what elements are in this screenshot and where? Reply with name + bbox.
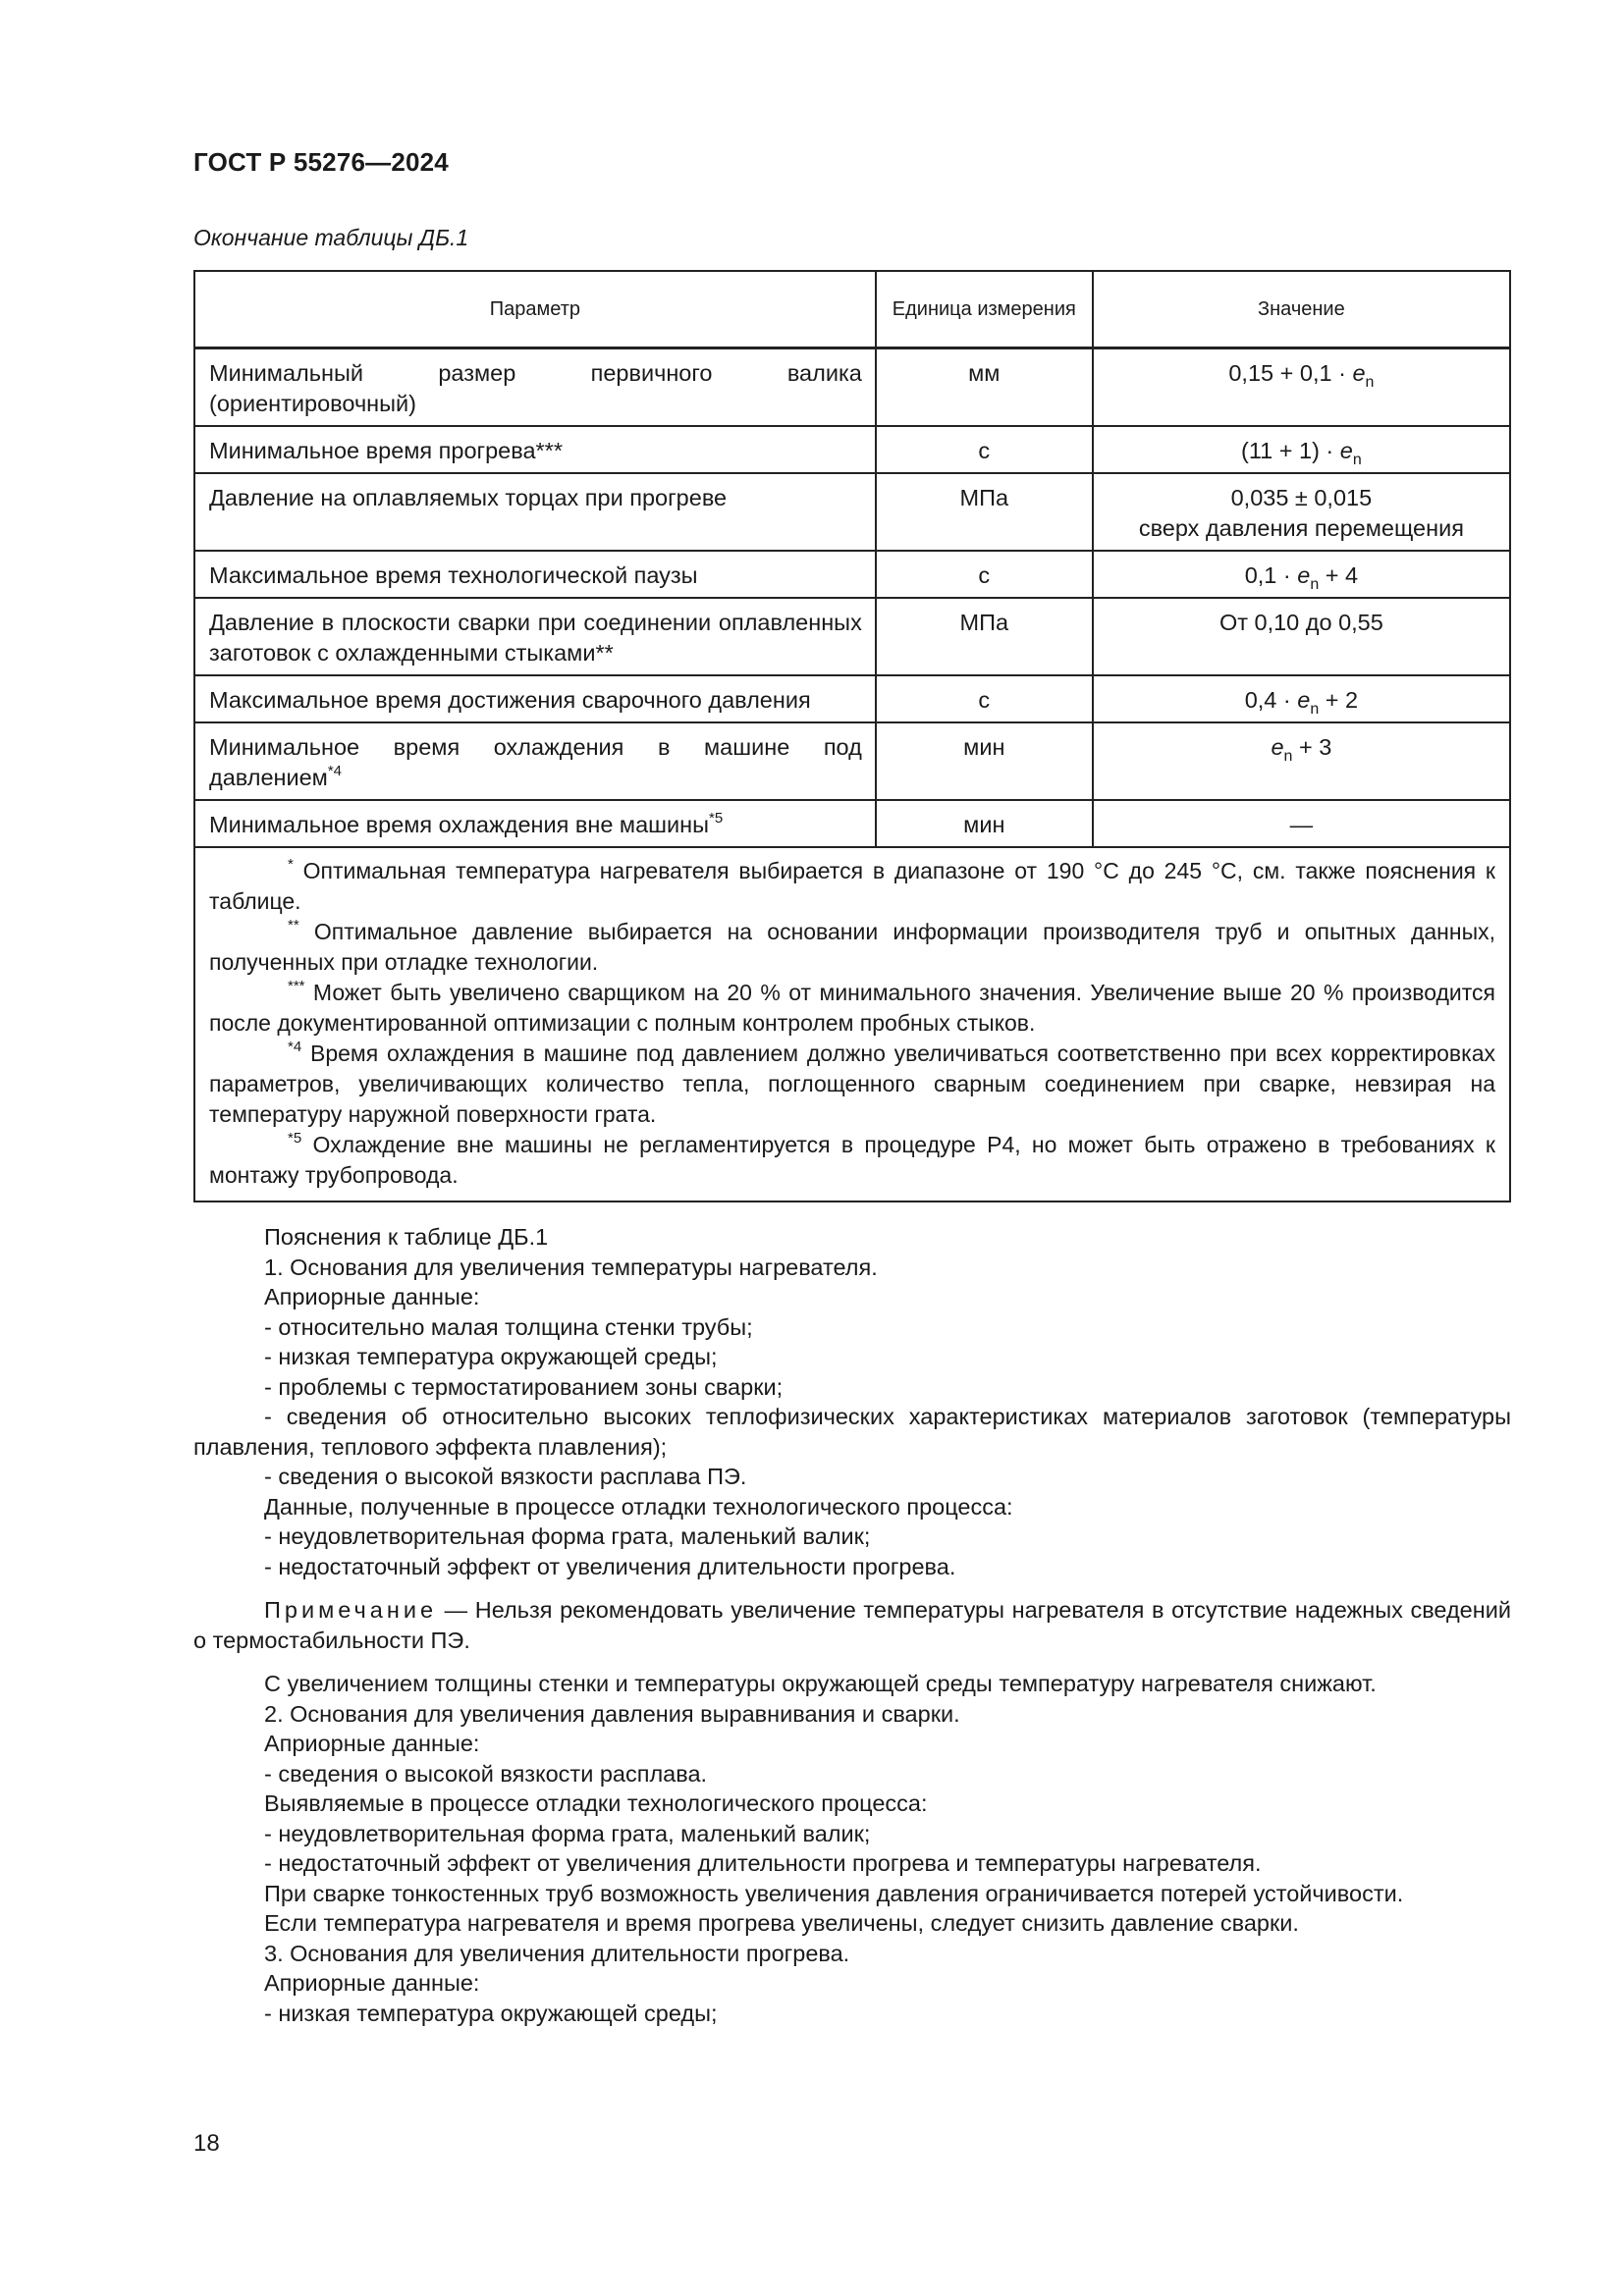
row-value: $0,4 \cdot e_n + 2$	[1093, 675, 1510, 722]
table-row	[194, 348, 1510, 427]
table-row	[194, 551, 1510, 598]
header-unit: Единица измерения	[876, 271, 1093, 348]
table-caption: Окончание таблицы ДБ.1	[193, 225, 469, 250]
row-unit: мм	[876, 348, 1093, 427]
table-footnotes-row	[194, 847, 1510, 1201]
table-header-row	[194, 271, 1510, 348]
list-item: - сведения о высокой вязкости расплава ПЭ.	[264, 1464, 747, 1489]
row-param: Минимальное время охлаждения вне машины$^{*5}$	[194, 800, 876, 847]
list-item: - низкая температура окружающей среды;	[264, 1344, 718, 1369]
row-unit: с	[876, 551, 1093, 598]
row-value: $e_n + 3$	[1093, 722, 1510, 800]
row-param: Минимальное время охлаждения в машине под давлением$^{*4}$	[194, 722, 876, 800]
row-unit: МПа	[876, 473, 1093, 551]
header-value: Значение	[1093, 271, 1510, 348]
row-value: —	[1093, 800, 1510, 847]
paragraph: 1. Основания для увеличения температуры нагревателя.	[264, 1254, 878, 1280]
table-row	[194, 800, 1510, 847]
list-item: - сведения об относительно высоких теплофизических характеристиках материалов заготовок (температуры плавления, теплового эффекта плавления);	[193, 1404, 1511, 1460]
row-unit: с	[876, 426, 1093, 473]
paragraph: Априорные данные:	[264, 1284, 480, 1309]
paragraph: При сварке тонкостенных труб возможность увеличения давления ограничивается потерей устойчивости.	[264, 1880, 1404, 1906]
list-item: - недостаточный эффект от увеличения длительности прогрева.	[264, 1553, 956, 1579]
row-unit: мин	[876, 800, 1093, 847]
paragraph: Априорные данные:	[264, 1970, 480, 1996]
row-value: 0,035 ± 0,015 сверх давления перемещения	[1093, 473, 1510, 551]
paragraph: Пояснения к таблице ДБ.1	[264, 1224, 549, 1250]
paragraph: Выявляемые в процессе отладки технологического процесса:	[264, 1790, 928, 1816]
footnote: * Оптимальная температура нагревателя выбирается в диапазоне от 190 °С до 245 °С, см. также пояснения к таблице.	[209, 856, 1495, 914]
list-item: - низкая температура окружающей среды;	[264, 2000, 718, 2026]
footnote: ** Оптимальное давление выбирается на основании информации производителя труб и опытных данных, полученных при отладке технологии.	[209, 917, 1495, 975]
row-param: Давление в плоскости сварки при соединении оплавленных заготовок с охлажденными стыками**	[194, 598, 876, 675]
table-row	[194, 426, 1510, 473]
document-header: ГОСТ Р 55276—2024	[193, 147, 449, 177]
list-item: - недостаточный эффект от увеличения длительности прогрева и температуры нагревателя.	[264, 1850, 1262, 1876]
table-row	[194, 473, 1510, 551]
row-value: $(11 + 1) \cdot e_n$	[1093, 426, 1510, 473]
paragraph: 3. Основания для увеличения длительности прогрева.	[264, 1940, 850, 1966]
row-unit: МПа	[876, 598, 1093, 675]
row-param: Минимальный размер первичного валика (ориентировочный)	[194, 348, 876, 427]
list-item: - неудовлетворительная форма грата, маленький валик;	[264, 1820, 871, 1846]
row-param: Давление на оплавляемых торцах при прогреве	[194, 473, 876, 551]
row-value: От 0,10 до 0,55	[1093, 598, 1510, 675]
parameters-table	[193, 270, 1511, 1202]
footnote: $^{*5}$ Охлаждение вне машины не регламентируется в процедуре Р4, но может быть отражено в требованиях к монтажу трубопровода.	[209, 1130, 1495, 1188]
row-unit: мин	[876, 722, 1093, 800]
row-value: $0,15 + 0,1 \cdot e_n$	[1093, 348, 1510, 427]
row-param: Максимальное время технологической паузы	[194, 551, 876, 598]
row-unit: с	[876, 675, 1093, 722]
table-row	[194, 722, 1510, 800]
table-footnotes	[194, 847, 1510, 1201]
table-row	[194, 675, 1510, 722]
note: Примечание — Нельзя рекомендовать увеличение температуры нагревателя в отсутствие надежных сведений о термостабильности ПЭ.	[193, 1597, 1511, 1653]
table-row	[194, 598, 1510, 675]
list-item: - проблемы с термостатированием зоны сварки;	[264, 1373, 784, 1400]
footnote: $^{*4}$ Время охлаждения в машине под давлением должно увеличиваться соответственно при всех корректировках параметров, увеличивающих количество тепла, поглощенного сварным соединением при сварке, невзирая на температуру наружной поверхности грата.	[209, 1039, 1495, 1127]
page-number: 18	[193, 2130, 220, 2157]
list-item: - относительно малая толщина стенки трубы;	[264, 1313, 753, 1340]
paragraph: Если температура нагревателя и время прогрева увеличены, следует снизить давление сварки.	[264, 1910, 1299, 1936]
paragraph: 2. Основания для увеличения давления выравнивания и сварки.	[264, 1700, 960, 1727]
list-item: - неудовлетворительная форма грата, маленький валик;	[264, 1523, 871, 1549]
note-label: Примечание	[264, 1597, 438, 1623]
list-item: - сведения о высокой вязкости расплава.	[264, 1760, 708, 1787]
explanations-text	[193, 1222, 1511, 2028]
footnote: *** Может быть увеличено сварщиком на 20 % от минимального значения. Увеличение выше 20 % производится после документированной оптимизации с полным контролем пробных стыков.	[209, 978, 1495, 1036]
row-value: $0,1 \cdot e_n + 4$	[1093, 551, 1510, 598]
paragraph: С увеличением толщины стенки и температуры окружающей среды температуру нагревателя снижают.	[264, 1671, 1377, 1696]
paragraph: Данные, полученные в процессе отладки технологического процесса:	[264, 1493, 1013, 1520]
paragraph: Априорные данные:	[264, 1731, 480, 1756]
row-param: Максимальное время достижения сварочного давления	[194, 675, 876, 722]
row-param: Минимальное время прогрева***	[194, 426, 876, 473]
header-parameter: Параметр	[194, 271, 876, 348]
